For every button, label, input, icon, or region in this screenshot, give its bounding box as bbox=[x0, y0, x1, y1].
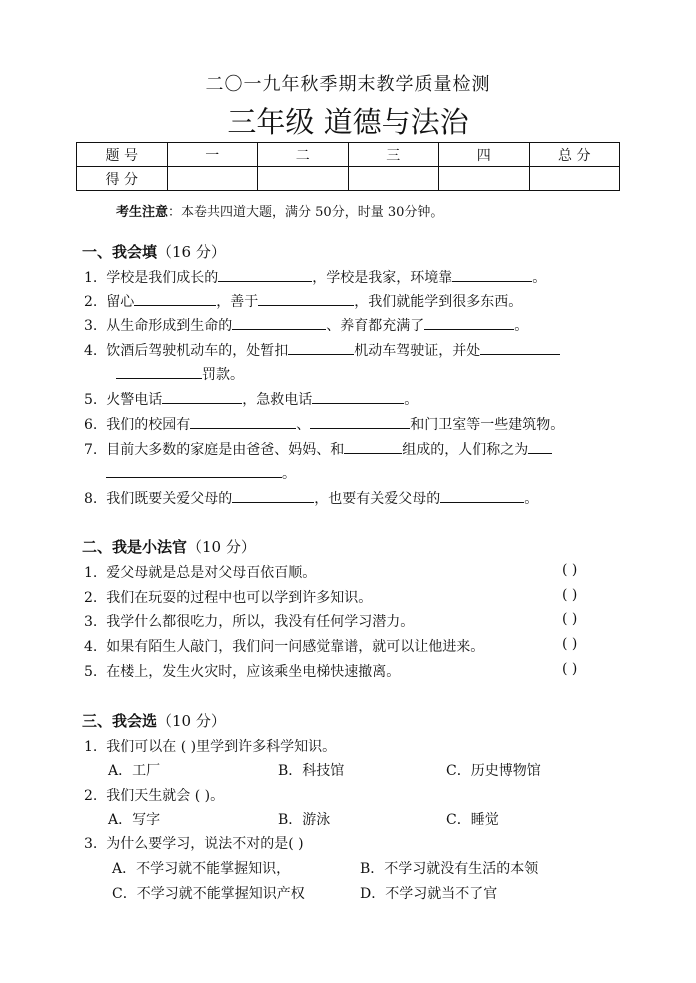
score-table-header-row bbox=[77, 143, 620, 167]
judge-item bbox=[84, 562, 316, 582]
answer-blank[interactable] bbox=[232, 316, 326, 330]
answer-blank[interactable] bbox=[218, 268, 312, 282]
question-number: 3. bbox=[84, 836, 98, 852]
score-table-score-row bbox=[77, 167, 620, 191]
question-text: 。 bbox=[404, 392, 419, 408]
choice-question-3 bbox=[84, 833, 304, 853]
answer-blank[interactable] bbox=[312, 390, 404, 404]
question-number: 2. bbox=[84, 788, 98, 804]
question-number: 2. bbox=[84, 590, 98, 606]
score-header-cell: 一 bbox=[167, 143, 258, 167]
fill-question-1 bbox=[84, 267, 546, 287]
section3-points: （10 分） bbox=[157, 712, 226, 730]
choice-option-c[interactable]: C．睡觉 bbox=[446, 812, 499, 828]
notice-label: 考生注意 bbox=[116, 205, 169, 220]
judge-item bbox=[84, 611, 414, 631]
answer-paren[interactable]: ( ) bbox=[562, 661, 578, 677]
fill-question-4-cont bbox=[116, 364, 244, 384]
question-text: 。 bbox=[514, 318, 529, 334]
question-text: 我们在玩耍的过程中也可以学到许多知识。 bbox=[106, 590, 373, 606]
answer-blank[interactable] bbox=[288, 341, 354, 355]
question-number: 7. bbox=[84, 442, 98, 458]
question-text: 目前大多数的家庭是由爸爸、妈妈、和 bbox=[106, 442, 345, 458]
choice-option-d[interactable]: D．不学习就当不了官 bbox=[360, 886, 498, 902]
choice-question-1 bbox=[84, 736, 336, 756]
question-text: ，急救电话 bbox=[242, 392, 313, 408]
answer-paren[interactable]: ( ) bbox=[562, 562, 578, 578]
question-text: 为什么要学习，说法不对的是( ) bbox=[106, 836, 304, 852]
question-text: ，我们就能学到很多东西。 bbox=[354, 294, 523, 310]
fill-question-6 bbox=[84, 414, 564, 434]
question-number: 3. bbox=[84, 318, 98, 334]
question-text: ，也要有关爱父母的 bbox=[314, 491, 441, 507]
choice-option-c[interactable]: C．历史博物馆 bbox=[446, 763, 541, 779]
question-number: 3. bbox=[84, 614, 98, 630]
question-number: 8. bbox=[84, 491, 98, 507]
score-header-cell: 二 bbox=[258, 143, 349, 167]
answer-blank[interactable] bbox=[528, 440, 552, 454]
choice-option-a[interactable]: A．写字 bbox=[108, 812, 161, 828]
question-text: 组成的，人们称之为 bbox=[402, 442, 529, 458]
question-text: 我们既要关爱父母的 bbox=[106, 491, 233, 507]
judge-item bbox=[84, 661, 400, 681]
question-text: 罚款。 bbox=[202, 367, 244, 383]
exam-notice bbox=[116, 201, 443, 220]
choice-option-a[interactable]: A．工厂 bbox=[108, 763, 161, 779]
question-number: 1. bbox=[84, 270, 98, 286]
question-text: 留心 bbox=[106, 294, 135, 310]
answer-paren[interactable]: ( ) bbox=[562, 636, 578, 652]
notice-text: ：本卷共四道大题，满分 50分，时量 30分钟。 bbox=[168, 205, 444, 220]
question-text: 、养育都充满了 bbox=[326, 318, 425, 334]
question-text: 如果有陌生人敲门，我们问一问感觉靠谱，就可以让他进来。 bbox=[106, 639, 485, 655]
question-number: 4. bbox=[84, 343, 98, 359]
answer-paren[interactable]: ( ) bbox=[562, 611, 578, 627]
score-header-cell: 三 bbox=[348, 143, 439, 167]
question-number: 1. bbox=[84, 739, 98, 755]
question-text: 饮酒后驾驶机动车的，处暂扣 bbox=[106, 343, 289, 359]
score-cell[interactable] bbox=[167, 167, 258, 191]
score-header-cell: 题 号 bbox=[77, 143, 168, 167]
answer-blank[interactable] bbox=[106, 464, 282, 478]
answer-blank[interactable] bbox=[162, 390, 242, 404]
fill-question-3 bbox=[84, 315, 528, 335]
exam-subtitle: 二〇一九年秋季期末教学质量检测 bbox=[205, 74, 491, 95]
score-header-cell: 总 分 bbox=[529, 143, 620, 167]
question-text: 和门卫室等一些建筑物。 bbox=[410, 417, 565, 433]
fill-question-2 bbox=[84, 291, 522, 311]
section1-title: 一、我会填 bbox=[82, 243, 158, 261]
exam-title: 三年级 道德与法治 bbox=[227, 105, 469, 139]
answer-blank[interactable] bbox=[134, 292, 216, 306]
choice-option-b[interactable]: B．游泳 bbox=[278, 812, 331, 828]
question-text: 在楼上，发生火灾时，应该乘坐电梯快速撤离。 bbox=[106, 664, 401, 680]
question-number: 5. bbox=[84, 392, 98, 408]
fill-question-7 bbox=[84, 439, 552, 459]
question-number: 4. bbox=[84, 639, 98, 655]
choice-option-b[interactable]: B．不学习就没有生活的本领 bbox=[360, 861, 539, 877]
question-text: 。 bbox=[524, 491, 539, 507]
answer-paren[interactable]: ( ) bbox=[562, 587, 578, 603]
question-text: 从生命形成到生命的 bbox=[106, 318, 233, 334]
choice-option-c[interactable]: C．不学习就不能掌握知识产权 bbox=[112, 886, 305, 902]
answer-blank[interactable] bbox=[480, 341, 560, 355]
score-table bbox=[76, 142, 620, 191]
question-number: 1. bbox=[84, 565, 98, 581]
question-text: 、 bbox=[296, 417, 311, 433]
answer-blank[interactable] bbox=[190, 415, 296, 429]
judge-item bbox=[84, 636, 484, 656]
answer-blank[interactable] bbox=[232, 489, 314, 503]
section3-title: 三、我会选 bbox=[82, 712, 158, 730]
score-cell[interactable] bbox=[258, 167, 349, 191]
answer-blank[interactable] bbox=[116, 365, 202, 379]
score-cell[interactable] bbox=[348, 167, 439, 191]
choice-question-2 bbox=[84, 785, 224, 805]
question-text: 爱父母就是总是对父母百依百顺。 bbox=[106, 565, 317, 581]
answer-blank[interactable] bbox=[424, 316, 514, 330]
question-text: 。 bbox=[532, 270, 547, 286]
choice-option-b[interactable]: B．科技馆 bbox=[278, 763, 345, 779]
section1-points: （16 分） bbox=[157, 243, 226, 261]
fill-question-4 bbox=[84, 340, 560, 360]
section2-heading bbox=[82, 536, 256, 557]
score-cell[interactable] bbox=[439, 167, 530, 191]
question-number: 6. bbox=[84, 417, 98, 433]
answer-blank[interactable] bbox=[452, 268, 532, 282]
choice-option-a[interactable]: A．不学习就不能掌握知识， bbox=[112, 861, 291, 877]
fill-question-5 bbox=[84, 389, 418, 409]
question-number: 5. bbox=[84, 664, 98, 680]
fill-question-8 bbox=[84, 488, 538, 508]
question-text: 我们的校园有 bbox=[106, 417, 191, 433]
answer-blank[interactable] bbox=[258, 292, 354, 306]
question-text: ，善于 bbox=[216, 294, 259, 310]
question-number: 2. bbox=[84, 294, 98, 310]
fill-question-7-cont bbox=[106, 463, 296, 483]
section1-heading bbox=[82, 241, 226, 262]
question-text: 学校是我们成长的 bbox=[106, 270, 219, 286]
score-header-cell: 四 bbox=[439, 143, 530, 167]
question-text: 。 bbox=[282, 466, 296, 482]
section3-heading bbox=[82, 710, 226, 731]
score-cell[interactable] bbox=[529, 167, 620, 191]
section2-points: （10 分） bbox=[187, 538, 256, 556]
answer-blank[interactable] bbox=[440, 489, 524, 503]
score-row-label: 得 分 bbox=[77, 167, 168, 191]
question-text: ，学校是我家，环境靠 bbox=[312, 270, 453, 286]
judge-item bbox=[84, 587, 372, 607]
question-text: 机动车驾驶证，并处 bbox=[354, 343, 481, 359]
question-text: 我们天生就会 ( )。 bbox=[106, 788, 225, 804]
answer-blank[interactable] bbox=[310, 415, 410, 429]
question-text: 我们可以在 ( )里学到许多科学知识。 bbox=[106, 739, 337, 755]
section2-title: 二、我是小法官 bbox=[82, 538, 188, 556]
question-text: 火警电话 bbox=[106, 392, 163, 408]
question-text: 我学什么都很吃力，所以，我没有任何学习潜力。 bbox=[106, 614, 415, 630]
answer-blank[interactable] bbox=[344, 440, 402, 454]
